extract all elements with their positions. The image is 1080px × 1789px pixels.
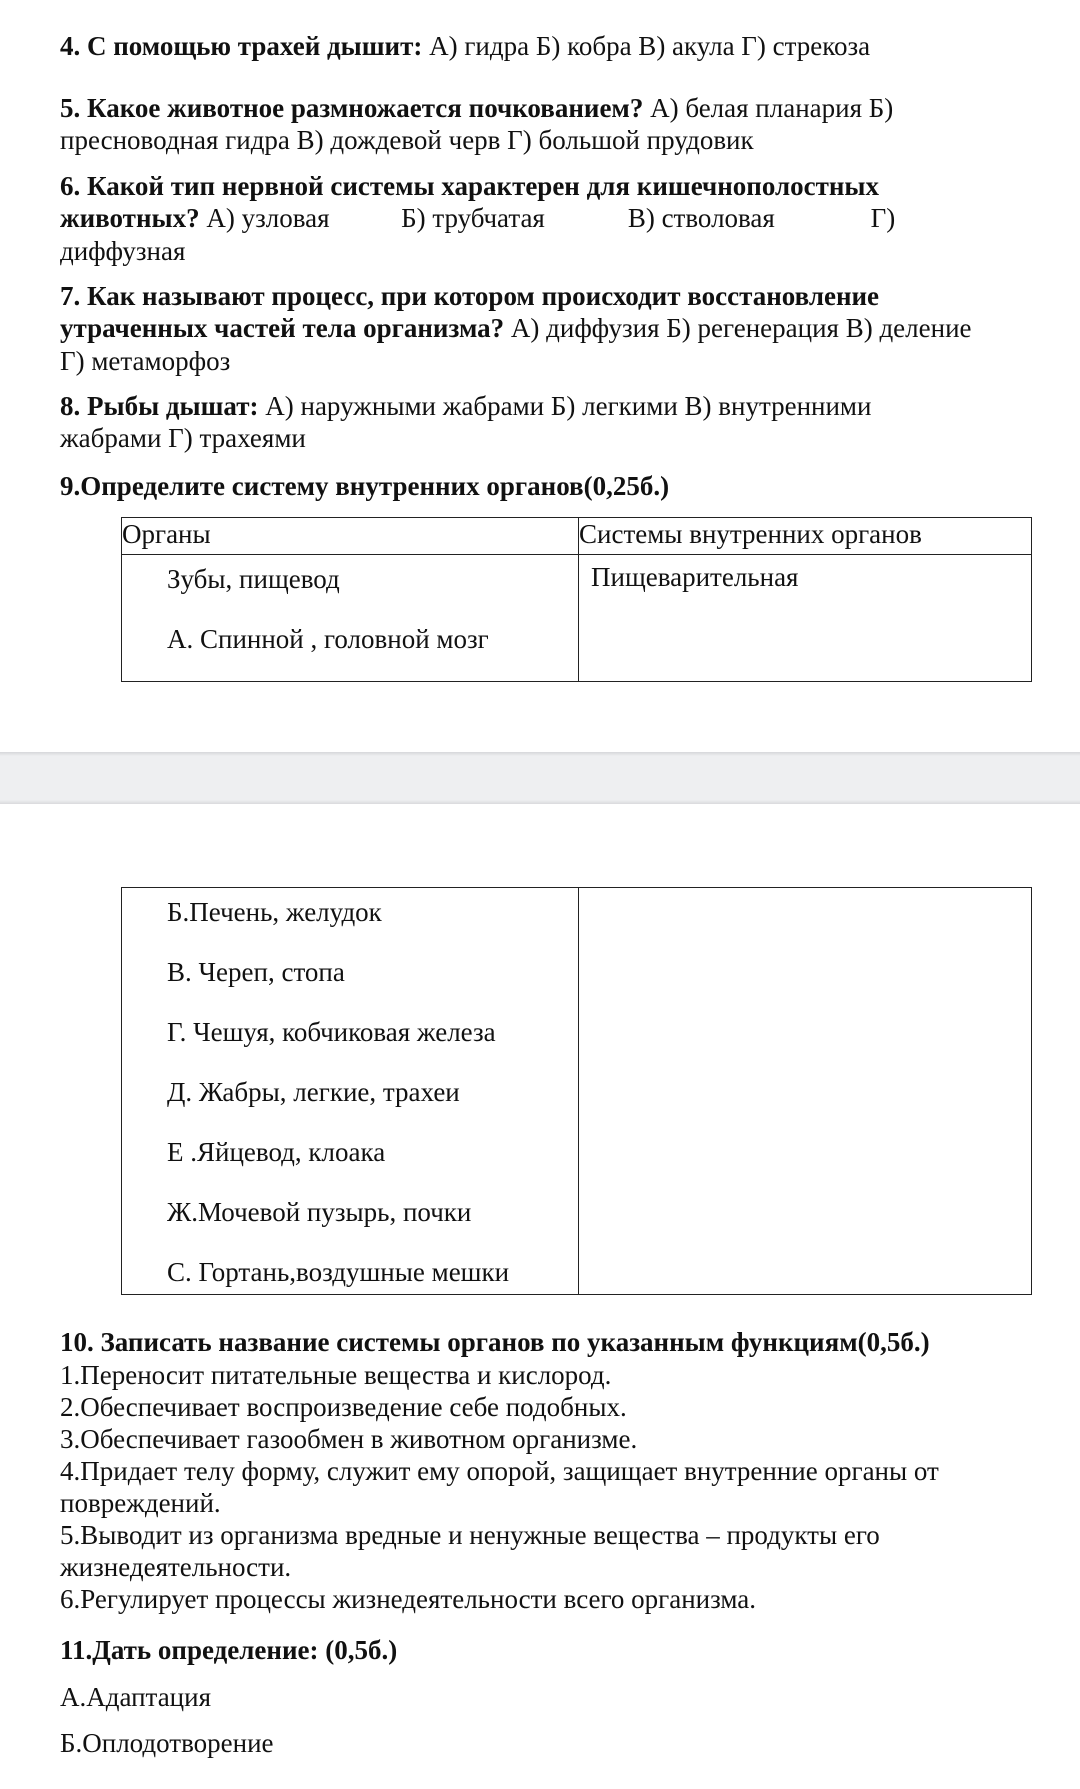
question-6 [60, 170, 1030, 267]
question-11 [60, 1634, 1030, 1666]
question-9-text: 9.Определите систему внутренних органов(0,25б.) [60, 471, 670, 501]
question-5-text: 5. Какое животное размножается почкованием? [60, 93, 644, 123]
question-5-answers-line1: А) белая планария Б) [650, 93, 894, 123]
function-item: 1.Переносит питательные вещества и кислород. [60, 1360, 612, 1390]
question-5-answers-line2: пресноводная гидра В) дождевой черв Г) большой прудовик [60, 125, 754, 156]
question-7-text-line2: утраченных частей тела организма? [60, 313, 505, 344]
organ-item: Е .Яйцевод, клоака [167, 1137, 386, 1167]
function-item-continued: повреждений. [60, 1488, 221, 1518]
organ-item: С. Гортань,воздушные мешки [167, 1257, 510, 1287]
table-cell-systems [579, 555, 1032, 682]
table-cell-organs-continued [122, 888, 579, 1295]
question-6-text-line2: животных? [60, 203, 200, 234]
organs-table-part-2 [121, 887, 1032, 1295]
page-separator [0, 752, 1080, 804]
system-item: Пищеварительная [591, 562, 799, 592]
question-8-text: 8. Рыбы дышат: [60, 391, 259, 421]
organs-table-part-1 [121, 517, 1032, 682]
organ-item: Г. Чешуя, кобчиковая железа [167, 1017, 496, 1047]
question-6-option-c: В) стволовая [627, 203, 775, 234]
function-item: 3.Обеспечивает газообмен в животном организме. [60, 1424, 638, 1454]
question-4-answers: А) гидра Б) кобра В) акула Г) стрекоза [429, 31, 871, 61]
question-6-option-a: А) узловая [206, 203, 330, 234]
question-10 [60, 1326, 1030, 1358]
function-item-continued: жизнедеятельности. [60, 1552, 292, 1582]
question-4-text: 4. С помощью трахей дышит: [60, 31, 423, 61]
question-6-option-b: Б) трубчатая [401, 203, 545, 234]
question-7-answers-line2: А) диффузия Б) регенерация В) деление [510, 313, 972, 344]
function-item: 6.Регулирует процессы жизнедеятельности всего организма. [60, 1584, 757, 1614]
definition-term: А.Адаптация [60, 1682, 211, 1712]
organ-item: А. Спинной , головной мозг [167, 624, 489, 654]
question-6-text-line1: 6. Какой тип нервной системы характерен для кишечнополостных [60, 171, 880, 201]
table-header-systems: Системы внутренних органов [579, 518, 1032, 555]
table-cell-systems-continued [579, 888, 1032, 1295]
table-cell-organs [122, 555, 579, 682]
question-8-answers-line1: А) наружными жабрами Б) легкими В) внутренними [265, 391, 872, 421]
function-item: 2.Обеспечивает воспроизведение себе подобных. [60, 1392, 627, 1422]
question-10-text: 10. Записать название системы органов по указанным функциям(0,5б.) [60, 1327, 930, 1357]
table-header-organs: Органы [122, 518, 579, 555]
definition-term: Б.Оплодотворение [60, 1728, 274, 1758]
organ-item: В. Череп, стопа [167, 957, 345, 987]
question-7-text-line1: 7. Как называют процесс, при котором происходит восстановление [60, 281, 880, 311]
question-4 [60, 30, 1030, 62]
question-8-answers-line2: жабрами Г) трахеями [60, 423, 306, 454]
organ-item: Ж.Мочевой пузырь, почки [167, 1197, 472, 1227]
question-5 [60, 92, 1030, 157]
question-6-option-d: Г) [870, 203, 896, 234]
organ-item: Б.Печень, желудок [167, 897, 382, 927]
function-item: 5.Выводит из организма вредные и ненужные вещества – продукты его [60, 1520, 880, 1550]
organ-item: Зубы, пищевод [167, 564, 340, 594]
organ-item: Д. Жабры, легкие, трахеи [167, 1077, 460, 1107]
question-10-functions [60, 1359, 1040, 1615]
question-7-answers-line3: Г) метаморфоз [60, 345, 231, 376]
question-11-text: 11.Дать определение: (0,5б.) [60, 1635, 398, 1665]
function-item: 4.Придает телу форму, служит ему опорой, защищает внутренние органы от [60, 1456, 939, 1486]
document-page-2 [0, 804, 1080, 1789]
question-7 [60, 280, 1030, 377]
document-page-1 [0, 0, 1080, 752]
question-6-option-d-text: диффузная [60, 235, 186, 266]
question-9 [60, 470, 1030, 502]
question-8 [60, 390, 1030, 455]
